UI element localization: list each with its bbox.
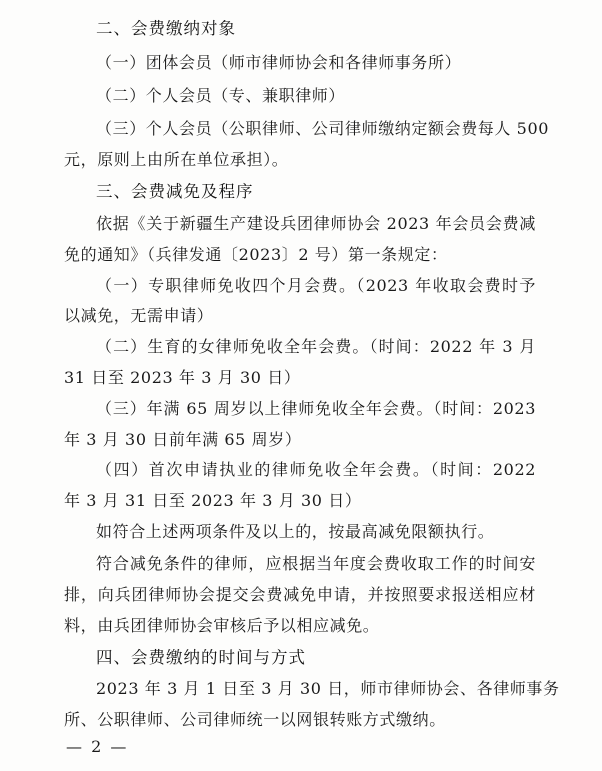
- paragraph-procedure-line3: 料，由兵团律师协会审核后予以相应减免。: [64, 616, 380, 635]
- page-number: — 2 —: [66, 737, 129, 756]
- section-heading-payment-time-method: 四、会费缴纳的时间与方式: [96, 648, 306, 667]
- rule-1-line1: （一）专职律师免收四个月会费。（2023 年收取会费时予: [96, 276, 536, 295]
- paragraph-basis-line2: 免的通知》（兵律发通〔2023〕2 号）第一条规定：: [64, 245, 448, 264]
- section-heading-fee-reduction: 三、会费减免及程序: [96, 182, 254, 201]
- rule-2-line1: （二）生育的女律师免收全年会费。（时间：2022 年 3 月: [96, 337, 536, 356]
- paragraph-individual-members: （二）个人会员（专、兼职律师）: [96, 86, 346, 105]
- paragraph-payment-period-line1: 2023 年 3 月 1 日至 3 月 30 日，师市律师协会、各律师事务: [96, 679, 560, 698]
- paragraph-procedure-line2: 排，向兵团律师协会提交会费减免申请，并按照要求报送相应材: [64, 585, 536, 604]
- paragraph-fixed-fee-line1: （三）个人会员（公职律师、公司律师缴纳定额会费每人 500: [96, 119, 550, 138]
- paragraph-payment-period-line2: 所、公职律师、公司律师统一以网银转账方式缴纳。: [64, 710, 446, 729]
- paragraph-basis-line1: 依据《关于新疆生产建设兵团律师协会 2023 年会员会费减: [96, 214, 536, 233]
- paragraph-group-members: （一）团体会员（师市律师协会和各律师事务所）: [96, 53, 462, 72]
- paragraph-procedure-line1: 符合减免条件的律师，应根据当年度会费收取工作的时间安: [96, 554, 536, 573]
- rule-2-line2: 31 日至 2023 年 3 月 30 日）: [64, 368, 301, 387]
- rule-4-line1: （四）首次申请执业的律师免收全年会费。（时间：2022: [96, 460, 536, 479]
- rule-3-line1: （三）年满 65 周岁以上律师免收全年会费。（时间：2023: [96, 399, 536, 418]
- paragraph-fixed-fee-line2: 元，原则上由所在单位承担）。: [64, 150, 289, 169]
- paragraph-max-reduction-note: 如符合上述两项条件及以上的，按最高减免限额执行。: [96, 522, 495, 541]
- rule-3-line2: 年 3 月 30 日前年满 65 周岁）: [64, 430, 302, 449]
- rule-1-line2: 以减免，无需申请）: [64, 306, 214, 325]
- section-heading-payment-targets: 二、会费缴纳对象: [96, 19, 236, 38]
- rule-4-line2: 年 3 月 31 日至 2023 年 3 月 30 日）: [64, 491, 362, 510]
